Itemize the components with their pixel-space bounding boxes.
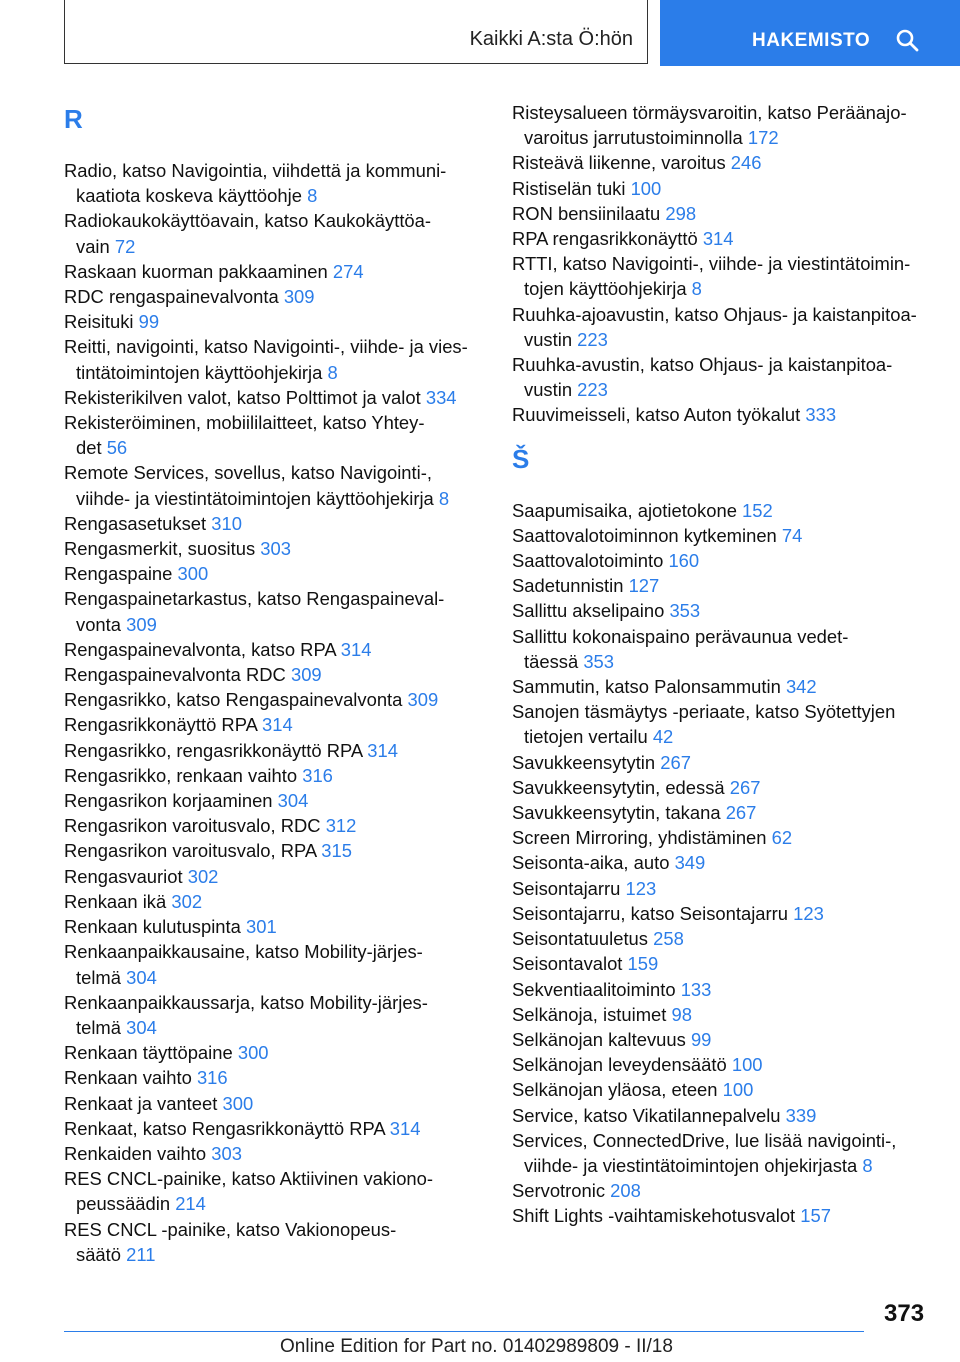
entry-text: Rengasasetukset xyxy=(64,512,207,534)
entry-text: Ristiselän tuki xyxy=(512,177,626,199)
entry-text: Radio, katso Navigointia, viihdettä ja kommuni- xyxy=(64,160,447,181)
index-entry xyxy=(512,1052,932,1077)
entry-text: Ruuvimeisseli, katso Auton työkalut xyxy=(512,404,801,426)
entry-text: tojen käyttöohjekirja xyxy=(524,278,687,300)
entry-text: Renkaan vaihto xyxy=(64,1067,192,1089)
entry-list xyxy=(64,158,484,1267)
page-link[interactable]: 8 xyxy=(438,487,450,509)
index-entry xyxy=(64,561,484,586)
entry-text: Renkaiden vaihto xyxy=(64,1142,207,1164)
entry-text: Rengasmerkit, suositus xyxy=(64,538,256,560)
top-navigation xyxy=(0,0,960,66)
entry-text: Rengasrikon varoitusvalo, RDC xyxy=(64,815,321,837)
page-link[interactable]: 214 xyxy=(175,1193,206,1215)
entry-text: Sadetunnistin xyxy=(512,575,624,597)
page-link[interactable]: 258 xyxy=(653,928,684,950)
entry-text: vonta xyxy=(76,613,121,635)
page-link[interactable]: 303 xyxy=(260,538,291,560)
page-link[interactable]: 98 xyxy=(671,1003,692,1025)
page-link[interactable]: 127 xyxy=(628,575,660,597)
page-link[interactable]: 302 xyxy=(171,890,203,912)
page-link[interactable]: 339 xyxy=(785,1104,817,1126)
entry-text: Rengaspaine xyxy=(64,563,173,585)
index-entry xyxy=(512,176,932,201)
index-entry xyxy=(512,1027,932,1052)
index-entry xyxy=(64,712,484,737)
index-entry xyxy=(512,1103,932,1128)
index-entry xyxy=(512,1002,932,1027)
page-link[interactable]: 208 xyxy=(610,1180,641,1202)
page-link[interactable]: 309 xyxy=(407,689,439,711)
entry-text: säätö xyxy=(76,1243,121,1265)
entry-text: RPA rengasrikkonäyttö xyxy=(512,228,698,250)
page-link[interactable]: 42 xyxy=(652,726,674,748)
entry-text: Rengasrikon korjaaminen xyxy=(64,790,273,812)
page-link[interactable]: 267 xyxy=(725,802,757,824)
entry-text: Remote Services, sovellus, katso Navigointi-, xyxy=(64,462,432,484)
entry-text: Reitti, navigointi, katso Navigointi-, viihde- ja vies- xyxy=(64,336,468,358)
page-link[interactable]: 349 xyxy=(674,852,706,874)
index-entry xyxy=(512,150,932,175)
entry-text: Renkaat ja vanteet xyxy=(64,1092,218,1114)
index-entry xyxy=(512,977,932,1002)
page-link[interactable]: 353 xyxy=(669,600,701,622)
entry-text: Rengasrikko, rengasrikkonäyttö RPA xyxy=(64,739,363,761)
index-entry xyxy=(64,1141,484,1166)
page-link[interactable]: 223 xyxy=(577,328,608,350)
entry-text: peussäädin xyxy=(76,1193,171,1215)
index-entry xyxy=(512,598,932,623)
page-link[interactable]: 8 xyxy=(862,1154,873,1176)
index-entry xyxy=(64,586,484,636)
page-link[interactable]: 300 xyxy=(222,1092,254,1114)
entry-text: RES CNCL-painike, katso Aktiivinen vakiono- xyxy=(64,1168,433,1190)
entry-text: Rengasrikko, katso Rengaspainevalvonta xyxy=(64,689,403,711)
index-entry xyxy=(64,838,484,863)
entry-text: Rengaspainevalvonta, katso RPA xyxy=(64,638,336,660)
index-entry xyxy=(64,536,484,561)
index-entry xyxy=(64,1040,484,1065)
page-link[interactable]: 172 xyxy=(747,127,779,149)
index-column-right xyxy=(512,100,932,1229)
page-link[interactable]: 274 xyxy=(332,260,364,282)
entry-text: Selkänojan leveydensäätö xyxy=(512,1054,727,1076)
tab-index-label: HAKEMISTO xyxy=(752,30,871,51)
entry-text: RTTI, katso Navigointi-, viihde- ja viestintätoimin- xyxy=(512,253,911,275)
page-link[interactable]: 56 xyxy=(106,437,128,459)
page-link[interactable]: 310 xyxy=(211,512,242,534)
index-entry xyxy=(512,926,932,951)
page-link[interactable]: 300 xyxy=(177,563,209,585)
index-entry xyxy=(64,1166,484,1216)
page-link[interactable]: 309 xyxy=(126,613,157,635)
entry-text: Rengaspainetarkastus, katso Rengaspaineval- xyxy=(64,588,445,610)
entry-text: Rengasrikko, renkaan vaihto xyxy=(64,764,298,786)
entry-text: Radiokaukokäyttöavain, katso Kaukokäyttöa- xyxy=(64,210,432,232)
entry-text: tintätoimintojen käyttöohjekirja xyxy=(76,361,323,383)
page-link[interactable]: 72 xyxy=(114,235,136,257)
entry-text: Rengasrikkonäyttö RPA xyxy=(64,714,257,736)
entry-text: Risteävä liikenne, varoitus xyxy=(512,152,726,174)
page-link[interactable]: 300 xyxy=(237,1042,269,1064)
entry-text: viihde- ja viestintätoimintojen ohjekirjasta xyxy=(524,1154,858,1176)
page-link[interactable]: 8 xyxy=(691,278,702,300)
index-entry xyxy=(64,460,484,510)
entry-text: Selkänojan kaltevuus xyxy=(512,1028,686,1050)
index-entry xyxy=(64,309,484,334)
index-entry xyxy=(512,901,932,926)
index-entry xyxy=(64,662,484,687)
page-link[interactable]: 211 xyxy=(126,1243,156,1265)
entry-text: Reisituki xyxy=(64,311,134,333)
page-link[interactable]: 99 xyxy=(690,1028,712,1050)
index-entry xyxy=(64,939,484,989)
entry-text: tietojen vertailu xyxy=(524,726,648,748)
index-entry xyxy=(512,775,932,800)
index-entry xyxy=(512,1203,932,1228)
entry-text: Seisontajarru xyxy=(512,877,621,899)
page-link[interactable]: 342 xyxy=(785,676,817,698)
entry-text: Savukkeensytytin, edessä xyxy=(512,776,725,798)
index-entry xyxy=(64,990,484,1040)
page-link[interactable]: 133 xyxy=(680,978,712,1000)
page-link[interactable]: 309 xyxy=(283,286,315,308)
index-entry xyxy=(64,1116,484,1141)
entry-text: Raskaan kuorman pakkaaminen xyxy=(64,260,328,282)
entry-text: Services, ConnectedDrive, lue lisää navigointi-, xyxy=(512,1129,897,1151)
entry-text: Renkaan ikä xyxy=(64,890,167,912)
index-entry xyxy=(64,511,484,536)
entry-text: Savukkeensytytin xyxy=(512,751,656,773)
entry-text: Saattovalotoiminnon kytkeminen xyxy=(512,524,777,546)
entry-text: vustin xyxy=(524,379,573,401)
index-entry xyxy=(64,889,484,914)
page-link[interactable]: 314 xyxy=(340,638,372,660)
section-letter: Š xyxy=(512,443,530,474)
entry-text: Ruuhka-ajoavustin, katso Ohjaus- ja kaistanpitoa- xyxy=(512,303,917,325)
edition-footer: Online Edition for Part no. 01402989809 - II/18 xyxy=(280,1336,673,1357)
entry-text: täessä xyxy=(524,650,579,672)
search-icon xyxy=(895,28,919,52)
entry-text: Savukkeensytytin, takana xyxy=(512,802,721,824)
entry-text: Selkänojan yläosa, eteen xyxy=(512,1079,718,1101)
entry-text: Ruuhka-avustin, katso Ohjaus- ja kaistanpitoa- xyxy=(512,354,893,376)
index-entry xyxy=(64,813,484,838)
entry-text: Renkaanpaikkausaine, katso Mobility-järjes- xyxy=(64,941,423,963)
entry-text: RES CNCL -painike, katso Vakionopeus- xyxy=(64,1218,397,1240)
entry-text: Renkaan kulutuspinta xyxy=(64,916,241,938)
entry-text: Risteysalueen törmäysvaroitin, katso Peräänajo- xyxy=(512,102,907,123)
index-column-left xyxy=(64,100,484,1267)
entry-text: Renkaan täyttöpaine xyxy=(64,1042,233,1064)
index-entry xyxy=(512,402,932,427)
entry-text: Seisontatuuletus xyxy=(512,928,648,950)
page-link[interactable]: 334 xyxy=(425,386,457,408)
entry-text: Sekventiaalitoiminto xyxy=(512,978,676,1000)
page-link[interactable]: 312 xyxy=(325,815,357,837)
page-link[interactable]: 246 xyxy=(730,152,762,174)
page-link[interactable]: 314 xyxy=(261,714,293,736)
page-link[interactable]: 123 xyxy=(793,902,824,924)
index-entry xyxy=(64,738,484,763)
index-entry xyxy=(512,302,932,352)
entry-text: Sammutin, katso Palonsammutin xyxy=(512,676,781,698)
index-entry xyxy=(512,850,932,875)
index-entry xyxy=(512,674,932,699)
entry-text: det xyxy=(76,437,102,459)
index-entry xyxy=(64,284,484,309)
index-entry xyxy=(64,1091,484,1116)
entry-text: RON bensiinilaatu xyxy=(512,202,661,224)
entry-text: Screen Mirroring, yhdistäminen xyxy=(512,827,767,849)
index-entry xyxy=(64,788,484,813)
tab-index[interactable] xyxy=(660,0,960,66)
entry-list xyxy=(512,498,932,1229)
page-link[interactable]: 353 xyxy=(583,650,614,672)
index-entry xyxy=(64,637,484,662)
page-link[interactable]: 223 xyxy=(577,379,608,401)
index-entry xyxy=(64,158,484,208)
entry-text: Service, katso Vikatilannepalvelu xyxy=(512,1104,781,1126)
page-link[interactable]: 314 xyxy=(367,739,398,761)
page-link[interactable]: 8 xyxy=(307,185,318,207)
page-link[interactable]: 316 xyxy=(196,1067,228,1089)
index-entry xyxy=(512,699,932,749)
index-entry xyxy=(512,1178,932,1203)
page-link[interactable]: 8 xyxy=(327,361,338,383)
index-entry xyxy=(512,573,932,598)
index-entry xyxy=(64,208,484,258)
index-entry xyxy=(512,1077,932,1102)
entry-text: Shift Lights -vaihtamiskehotusvalot xyxy=(512,1205,796,1227)
page-link[interactable]: 314 xyxy=(389,1117,421,1139)
section-letter: R xyxy=(64,104,83,134)
index-entry xyxy=(64,914,484,939)
index-entry xyxy=(512,201,932,226)
index-entry xyxy=(512,548,932,573)
index-entry xyxy=(512,876,932,901)
index-entry xyxy=(512,352,932,402)
tab-all-label: Kaikki A:sta Ö:hön xyxy=(469,28,633,50)
entry-text: kaatiota koskeva käyttöohje xyxy=(76,185,302,207)
entry-text: Rengaspainevalvonta RDC xyxy=(64,664,286,686)
page-link[interactable]: 333 xyxy=(805,404,837,426)
index-entry xyxy=(512,523,932,548)
page-link[interactable]: 267 xyxy=(729,776,761,798)
index-entry xyxy=(512,1128,932,1178)
page-link[interactable]: 99 xyxy=(138,311,160,333)
entry-text: Seisontavalot xyxy=(512,953,623,975)
page-link[interactable]: 316 xyxy=(302,764,333,786)
index-entry xyxy=(512,624,932,674)
tab-all-a-to-z[interactable] xyxy=(64,0,648,64)
index-entry xyxy=(512,100,932,150)
entry-text: Renkaanpaikkaussarja, katso Mobility-järjes- xyxy=(64,991,428,1013)
index-entry xyxy=(64,259,484,284)
entry-text: viihde- ja viestintätoimintojen käyttöohjekirja xyxy=(76,487,434,509)
page-number: 373 xyxy=(884,1300,925,1327)
page-link[interactable]: 157 xyxy=(800,1205,831,1227)
index-entry xyxy=(512,750,932,775)
page-link[interactable]: 123 xyxy=(625,877,657,899)
page-link[interactable]: 152 xyxy=(742,499,773,521)
index-entry xyxy=(64,1065,484,1090)
page-link[interactable]: 100 xyxy=(722,1079,754,1101)
index-entry xyxy=(512,951,932,976)
index-entry xyxy=(64,410,484,460)
entry-text: Sallittu akselipaino xyxy=(512,600,665,622)
page-link[interactable]: 100 xyxy=(731,1054,763,1076)
entry-text: Rengasvauriot xyxy=(64,865,183,887)
index-entry xyxy=(64,1217,484,1267)
page-link[interactable]: 100 xyxy=(630,177,662,199)
entry-text: Saapumisaika, ajotietokone xyxy=(512,499,737,521)
entry-text: Rekisterikilven valot, katso Polttimot ja valot xyxy=(64,386,421,408)
index-entry xyxy=(512,251,932,301)
entry-text: telmä xyxy=(76,1016,121,1038)
page-link[interactable]: 74 xyxy=(781,524,803,546)
page-link[interactable]: 309 xyxy=(290,664,322,686)
page-link[interactable]: 160 xyxy=(668,550,700,572)
page-link[interactable]: 301 xyxy=(246,916,277,938)
entry-text: Renkaat, katso Rengasrikkonäyttö RPA xyxy=(64,1117,385,1139)
index-entry xyxy=(64,385,484,410)
entry-text: Sanojen täsmäytys -periaate, katso Syötettyjen xyxy=(512,701,896,723)
entry-text: telmä xyxy=(76,966,121,988)
entry-text: vustin xyxy=(524,328,573,350)
page-link[interactable]: 159 xyxy=(627,953,659,975)
entry-text: Servotronic xyxy=(512,1180,606,1202)
index-entry xyxy=(512,800,932,825)
page-link[interactable]: 302 xyxy=(187,865,219,887)
page-link[interactable]: 303 xyxy=(211,1142,242,1164)
index-entry xyxy=(64,864,484,889)
page-link[interactable]: 298 xyxy=(665,202,697,224)
page-link[interactable]: 62 xyxy=(771,827,793,849)
entry-text: Rekisteröiminen, mobiililaitteet, katso Yhtey- xyxy=(64,412,425,434)
page-link[interactable]: 304 xyxy=(126,966,157,988)
page-link[interactable]: 304 xyxy=(277,790,309,812)
entry-text: Seisonta-aika, auto xyxy=(512,852,670,874)
entry-list xyxy=(512,100,932,428)
footer-divider xyxy=(64,1331,864,1332)
index-entry xyxy=(64,334,484,384)
entry-text: Seisontajarru, katso Seisontajarru xyxy=(512,902,789,924)
page-link[interactable]: 315 xyxy=(321,840,352,862)
entry-text: varoitus jarrutustoiminnolla xyxy=(524,127,743,149)
index-entry xyxy=(512,226,932,251)
index-entry xyxy=(64,687,484,712)
entry-text: Rengasrikon varoitusvalo, RPA xyxy=(64,840,317,862)
index-entry xyxy=(64,763,484,788)
entry-text: Sallittu kokonaispaino perävaunua vedet- xyxy=(512,625,849,647)
entry-text: RDC rengaspainevalvonta xyxy=(64,286,279,308)
page-link[interactable]: 304 xyxy=(126,1016,157,1038)
page-link[interactable]: 267 xyxy=(660,751,691,773)
entry-text: Selkänoja, istuimet xyxy=(512,1003,667,1025)
index-entry xyxy=(512,825,932,850)
page-link[interactable]: 314 xyxy=(702,228,734,250)
index-entry xyxy=(512,498,932,523)
entry-text: Saattovalotoiminto xyxy=(512,550,664,572)
entry-text: vain xyxy=(76,235,110,257)
